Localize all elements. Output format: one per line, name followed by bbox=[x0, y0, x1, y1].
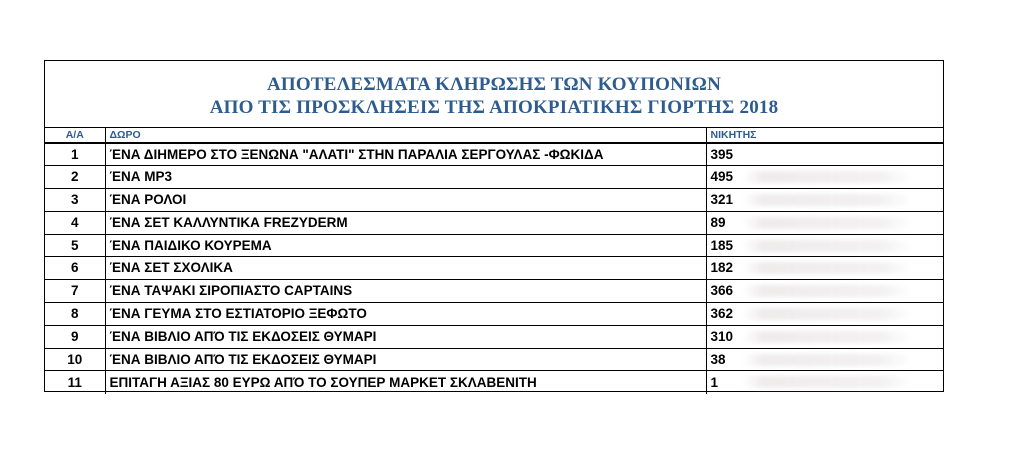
row-index: 1 bbox=[45, 143, 105, 166]
row-index: 3 bbox=[45, 189, 105, 212]
winner-number: 321 bbox=[710, 191, 734, 207]
row-prize: ΈΝΑ ΣΕΤ ΣΧΟΛΙΚΑ bbox=[105, 257, 706, 280]
row-winner bbox=[706, 234, 943, 257]
title-line-2: ΑΠΟ ΤΙΣ ΠΡΟΣΚΛΗΣΕΙΣ ΤΗΣ ΑΠΟΚΡΙΑΤΙΚΗΣ ΓΙΟΡΤΗΣ 2018 bbox=[209, 97, 779, 118]
row-prize: ΈΝΑ ΒΙΒΛΙΟ ΑΠΌ ΤΙΣ ΕΚΔΟΣΕΙΣ ΘΥΜΑΡΙ bbox=[105, 325, 706, 348]
results-sheet bbox=[44, 60, 944, 392]
results-body bbox=[45, 143, 943, 394]
winner-number: 310 bbox=[710, 328, 734, 344]
header-prize: ΔΩΡΟ bbox=[105, 128, 706, 144]
table-row bbox=[45, 257, 943, 280]
redacted-name-blur bbox=[743, 240, 913, 252]
winner-number: 38 bbox=[710, 351, 726, 367]
row-winner bbox=[706, 280, 943, 303]
winner-number: 89 bbox=[710, 214, 726, 230]
row-winner bbox=[706, 211, 943, 234]
row-index: 8 bbox=[45, 303, 105, 326]
redacted-name-blur bbox=[743, 354, 913, 366]
row-winner bbox=[706, 325, 943, 348]
winner-number: 185 bbox=[710, 237, 734, 253]
header-index: Α/Α bbox=[45, 128, 105, 144]
row-prize: ΈΝΑ ΡΟΛΟΙ bbox=[105, 189, 706, 212]
row-winner bbox=[706, 189, 943, 212]
row-index: 5 bbox=[45, 234, 105, 257]
row-prize: ΈΝΑ ΔΙΗΜΕΡΟ ΣΤΟ ΞΕΝΩΝΑ "ΑΛΑΤΙ" ΣΤΗΝ ΠΑΡΑΛΙΑ ΣΕΡΓΟΥΛΑΣ -ΦΩΚΙΔΑ bbox=[105, 143, 706, 166]
row-index: 7 bbox=[45, 280, 105, 303]
row-index: 4 bbox=[45, 211, 105, 234]
redacted-name-blur bbox=[743, 308, 913, 320]
table-row bbox=[45, 371, 943, 394]
results-table bbox=[45, 127, 943, 394]
redacted-name-blur bbox=[743, 171, 913, 183]
winner-number: 182 bbox=[710, 260, 734, 276]
redacted-name-blur bbox=[743, 217, 913, 229]
row-prize: ΈΝΑ MP3 bbox=[105, 166, 706, 189]
row-winner bbox=[706, 257, 943, 280]
table-row bbox=[45, 303, 943, 326]
row-prize: ΈΝΑ ΣΕΤ ΚΑΛΛΥΝΤΙΚΑ FREZYDERM bbox=[105, 211, 706, 234]
row-prize: ΈΝΑ ΓΕΥΜΑ ΣΤΟ ΕΣΤΙΑΤΟΡΙΟ ΞΕΦΩΤΟ bbox=[105, 303, 706, 326]
row-winner bbox=[706, 348, 943, 371]
row-index: 2 bbox=[45, 166, 105, 189]
row-winner bbox=[706, 166, 943, 189]
table-row bbox=[45, 348, 943, 371]
table-row bbox=[45, 166, 943, 189]
row-prize: ΕΠΙΤΑΓΗ ΑΞΙΑΣ 80 ΕΥΡΩ ΑΠΌ ΤΟ ΣΟΥΠΕΡ ΜΑΡΚΕΤ ΣΚΛΑΒΕΝΙΤΗ bbox=[105, 371, 706, 394]
row-prize: ΈΝΑ ΒΙΒΛΙΟ ΑΠΌ ΤΙΣ ΕΚΔΟΣΕΙΣ ΘΥΜΑΡΙ bbox=[105, 348, 706, 371]
table-row bbox=[45, 189, 943, 212]
redacted-name-blur bbox=[743, 331, 913, 343]
redacted-name-blur bbox=[743, 285, 913, 297]
row-index: 11 bbox=[45, 371, 105, 394]
redacted-name-blur bbox=[743, 262, 913, 274]
redacted-name-blur bbox=[743, 194, 913, 206]
header-row bbox=[45, 128, 943, 144]
row-winner bbox=[706, 303, 943, 326]
row-index: 9 bbox=[45, 325, 105, 348]
table-row bbox=[45, 211, 943, 234]
table-row bbox=[45, 234, 943, 257]
winner-number: 1 bbox=[710, 374, 719, 390]
header-winner: ΝΙΚΗΤΗΣ bbox=[706, 128, 943, 144]
winner-number: 362 bbox=[710, 305, 734, 321]
table-row bbox=[45, 143, 943, 166]
table-row bbox=[45, 280, 943, 303]
row-index: 10 bbox=[45, 348, 105, 371]
document-title bbox=[45, 61, 943, 127]
table-row bbox=[45, 325, 943, 348]
row-winner bbox=[706, 143, 943, 166]
row-index: 6 bbox=[45, 257, 105, 280]
row-prize: ΈΝΑ ΠΑΙΔΙΚΟ ΚΟΥΡΕΜΑ bbox=[105, 234, 706, 257]
row-winner bbox=[706, 371, 943, 394]
winner-number: 366 bbox=[710, 283, 734, 299]
redacted-name-blur bbox=[743, 376, 913, 388]
winner-number: 495 bbox=[710, 169, 734, 185]
title-line-1: ΑΠΟΤΕΛΕΣΜΑΤΑ ΚΛΗΡΩΣΗΣ ΤΩΝ ΚΟΥΠΟΝΙΩΝ bbox=[266, 74, 722, 95]
row-prize: ΈΝΑ ΤΑΨΑΚΙ ΣΙΡΟΠΙΑΣΤΟ CAPTAINS bbox=[105, 280, 706, 303]
winner-number: 395 bbox=[710, 146, 734, 162]
